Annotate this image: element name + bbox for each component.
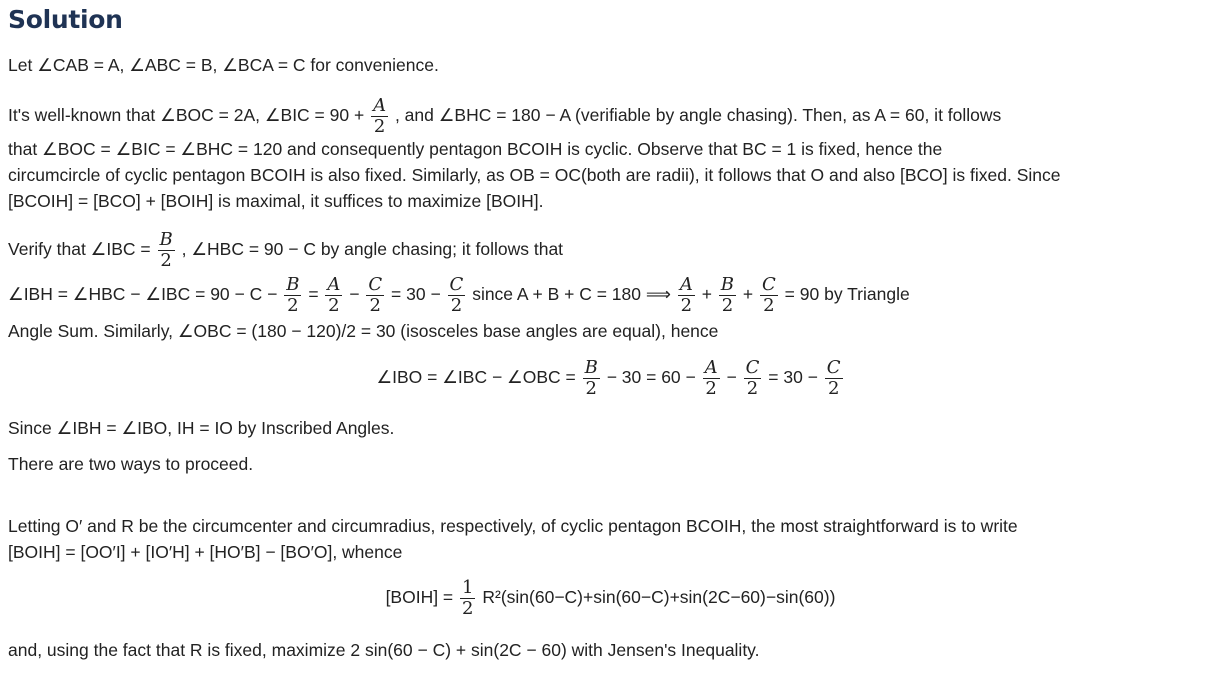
fraction [825, 358, 843, 399]
fraction [678, 275, 695, 316]
text: R²(sin(60−C)+sin(60−C)+sin(2C−60)−sin(60)) [482, 587, 836, 608]
text: = [308, 284, 324, 305]
numerator: C [745, 357, 760, 378]
paragraph-verify-line3: Angle Sum. Similarly, ∠OBC = (180 − 120)/2 = 30 (isosceles base angles are equal), hence [8, 321, 719, 341]
numerator: A [327, 274, 341, 295]
paragraph-angles-line2: that ∠BOC = ∠BIC = ∠BHC = 120 and consequently pentagon BCOIH is cyclic. Observe that BC = 1 is fixed, hence the [8, 139, 943, 159]
paragraph-circumcenter-line1: Letting O′ and R be the circumcenter and circumradius, respectively, of cyclic pentagon BCOIH, the most straightforward is to write [8, 516, 1018, 536]
denominator: 2 [462, 598, 474, 619]
fraction-a-over-2 [371, 96, 388, 137]
denominator: 2 [585, 378, 597, 399]
text: [BOIH] = [385, 587, 454, 608]
denominator: 2 [328, 295, 340, 316]
text: It's well-known that ∠BOC = 2A, ∠BIC = 90 + [8, 105, 365, 126]
paragraph-angles-line4: [BCOIH] = [BCO] + [BOIH] is maximal, it suffices to maximize [BOIH]. [8, 191, 544, 211]
text: , and ∠BHC = 180 − A (verifiable by angle chasing). Then, as A = 60, it follows [394, 105, 1002, 126]
fraction [760, 275, 778, 316]
text: = 30 − [768, 367, 818, 388]
fraction [744, 358, 762, 399]
fraction [366, 275, 384, 316]
denominator: 2 [680, 295, 693, 316]
denominator: 2 [160, 250, 172, 271]
numerator: A [704, 357, 718, 378]
fraction-one-half [460, 578, 475, 619]
fraction [719, 275, 736, 316]
text: = 90 by Triangle [784, 284, 910, 305]
paragraph-circumcenter-line2: [BOIH] = [OO′I] + [IO′H] + [HO′B] − [BO′O], whence [8, 542, 403, 562]
denominator: 2 [721, 295, 734, 316]
paragraph-inscribed: Since ∠IBH = ∠IBO, IH = IO by Inscribed Angles. [8, 418, 395, 438]
fraction [325, 275, 342, 316]
numerator: 1 [462, 577, 474, 598]
text: − 30 = 60 − [606, 367, 696, 388]
text: = 30 − [391, 284, 446, 305]
numerator: C [826, 357, 841, 378]
numerator: B [159, 229, 173, 250]
numerator: A [373, 95, 387, 116]
numerator: B [584, 357, 598, 378]
text: + [701, 284, 712, 305]
display-equation-area [8, 578, 1213, 619]
denominator: 2 [450, 295, 463, 316]
paragraph-jensen: and, using the fact that R is fixed, maximize 2 sin(60 − C) + sin(2C − 60) with Jensen's Inequality. [8, 640, 760, 660]
fraction [583, 358, 600, 399]
numerator: A [679, 274, 693, 295]
numerator: C [762, 274, 776, 295]
text: since A + B + C = 180 ⟹ [472, 284, 671, 305]
text: , ∠HBC = 90 − C by angle chasing; it follows that [181, 239, 564, 260]
numerator: C [368, 274, 383, 295]
numerator: B [286, 274, 300, 295]
denominator: 2 [763, 295, 775, 316]
denominator: 2 [287, 295, 299, 316]
fraction [448, 275, 466, 316]
text: − [349, 284, 365, 305]
paragraph-angles-line3: circumcircle of cyclic pentagon BCOIH is also fixed. Similarly, as OB = OC(both are radii), it follows that O and also [BCO] is fixed. Since [8, 165, 1061, 185]
denominator: 2 [827, 378, 840, 399]
page-title: Solution [8, 5, 123, 34]
text: + [742, 284, 754, 305]
denominator: 2 [373, 116, 386, 137]
text: Verify that ∠IBC = [8, 239, 151, 260]
paragraph-two-ways: There are two ways to proceed. [8, 454, 254, 474]
numerator: B [720, 274, 735, 295]
denominator: 2 [746, 378, 759, 399]
numerator: C [449, 274, 464, 295]
fraction-b-over-2 [158, 230, 175, 271]
text: ∠IBH = ∠HBC − ∠IBC = 90 − C − [8, 284, 278, 305]
text: ∠IBO = ∠IBC − ∠OBC = [376, 367, 576, 388]
text: − [726, 367, 737, 388]
paragraph-angles-line1 [8, 96, 1001, 137]
denominator: 2 [705, 378, 717, 399]
display-equation-ibo [8, 358, 1213, 399]
paragraph-verify-line2 [8, 275, 910, 316]
fraction [703, 358, 720, 399]
paragraph-verify-line1 [8, 230, 563, 271]
denominator: 2 [369, 295, 381, 316]
fraction [284, 275, 301, 316]
paragraph-notation: Let ∠CAB = A, ∠ABC = B, ∠BCA = C for convenience. [8, 55, 439, 75]
